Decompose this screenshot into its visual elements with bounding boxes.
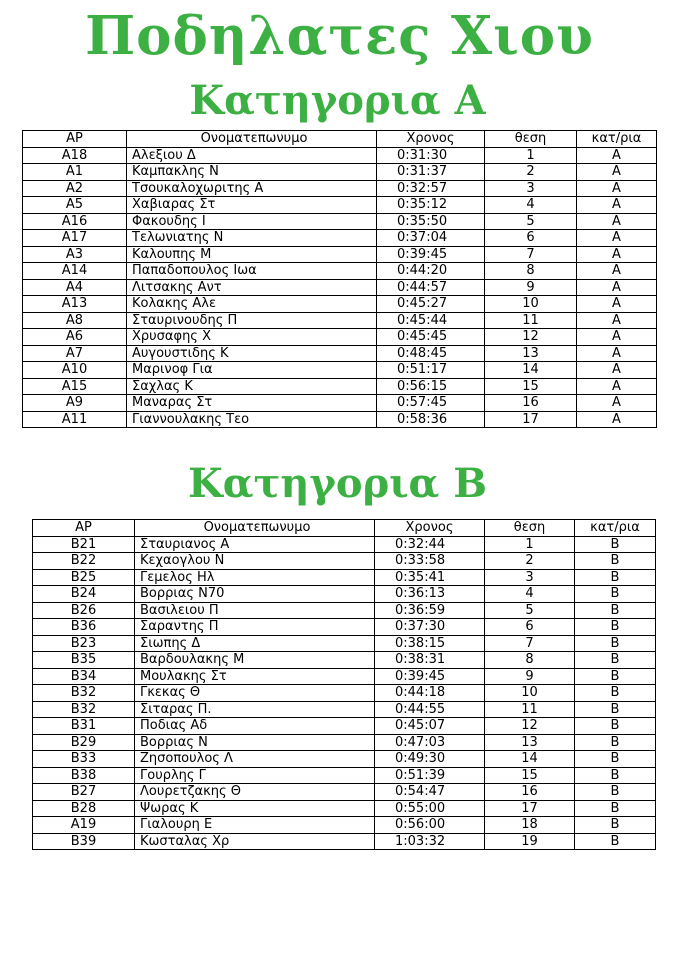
position-cell: 5: [485, 602, 575, 619]
position-cell: 13: [485, 734, 575, 751]
time-cell: 0:38:31: [375, 652, 485, 669]
bib-number-cell: Α2: [23, 180, 127, 197]
position-cell: 19: [485, 833, 575, 850]
position-cell: 16: [485, 395, 577, 412]
category-cell: Α: [577, 362, 657, 379]
time-cell: 0:45:45: [377, 329, 485, 346]
category-cell: Α: [577, 147, 657, 164]
table-row: [23, 147, 657, 164]
position-cell: 9: [485, 668, 575, 685]
position-cell: 1: [485, 147, 577, 164]
table-row: [23, 362, 657, 379]
table-row: [23, 213, 657, 230]
category-cell: Α: [577, 312, 657, 329]
position-cell: 4: [485, 586, 575, 603]
position-cell: 16: [485, 784, 575, 801]
position-cell: 10: [485, 685, 575, 702]
category-cell: Α: [577, 230, 657, 247]
rider-name-cell: Αλεξιου Δ: [127, 147, 377, 164]
category-cell: Β: [575, 685, 656, 702]
rider-name-cell: Γκεκας Θ: [135, 685, 375, 702]
time-cell: 0:45:27: [377, 296, 485, 313]
bib-number-cell: Α3: [23, 246, 127, 263]
time-cell: 0:56:00: [375, 817, 485, 834]
position-cell: 1: [485, 536, 575, 553]
bib-number-cell: Β24: [33, 586, 135, 603]
results-table-category-a: [22, 130, 657, 428]
bib-number-cell: Α16: [23, 213, 127, 230]
bib-number-cell: Β36: [33, 619, 135, 636]
position-cell: 4: [485, 197, 577, 214]
rider-name-cell: Σαχλας Κ: [127, 378, 377, 395]
rider-name-cell: Κεχαογλου Ν: [135, 553, 375, 570]
position-cell: 17: [485, 800, 575, 817]
table-row: [33, 536, 656, 553]
bib-number-cell: Β32: [33, 701, 135, 718]
bib-number-cell: Α6: [23, 329, 127, 346]
bib-number-cell: Β27: [33, 784, 135, 801]
rider-name-cell: Μουλακης Στ: [135, 668, 375, 685]
time-cell: 0:45:07: [375, 718, 485, 735]
rider-name-cell: Γουρλης Γ: [135, 767, 375, 784]
time-cell: 0:35:41: [375, 569, 485, 586]
table-row: [33, 602, 656, 619]
rider-name-cell: Χαβιαρας Στ: [127, 197, 377, 214]
category-cell: Α: [577, 180, 657, 197]
category-cell: Α: [577, 197, 657, 214]
position-cell: 7: [485, 246, 577, 263]
position-cell: 9: [485, 279, 577, 296]
column-header-category: κατ/ρια: [577, 131, 657, 148]
table-row: [23, 378, 657, 395]
table-row: [23, 279, 657, 296]
rider-name-cell: Σταυρινουδης Π: [127, 312, 377, 329]
position-cell: 7: [485, 635, 575, 652]
bib-number-cell: Β23: [33, 635, 135, 652]
table-row: [33, 685, 656, 702]
bib-number-cell: Α5: [23, 197, 127, 214]
category-cell: Β: [575, 751, 656, 768]
rider-name-cell: Ποδιας Αδ: [135, 718, 375, 735]
table-row: [23, 395, 657, 412]
table-row: [33, 767, 656, 784]
time-cell: 0:44:57: [377, 279, 485, 296]
table-row: [23, 296, 657, 313]
time-cell: 0:36:13: [375, 586, 485, 603]
table-row: [33, 833, 656, 850]
position-cell: 18: [485, 817, 575, 834]
bib-number-cell: Β26: [33, 602, 135, 619]
rider-name-cell: Σταυριανος Α: [135, 536, 375, 553]
position-cell: 6: [485, 619, 575, 636]
column-header-category: κατ/ρια: [575, 520, 656, 537]
bib-number-cell: Β38: [33, 767, 135, 784]
bib-number-cell: Α9: [23, 395, 127, 412]
time-cell: 0:58:36: [377, 411, 485, 428]
position-cell: 5: [485, 213, 577, 230]
rider-name-cell: Παπαδοπουλος Ιωα: [127, 263, 377, 280]
time-cell: 0:39:45: [377, 246, 485, 263]
time-cell: 0:45:44: [377, 312, 485, 329]
bib-number-cell: Α14: [23, 263, 127, 280]
bib-number-cell: Β31: [33, 718, 135, 735]
rider-name-cell: Ψωρας Κ: [135, 800, 375, 817]
table-body: [33, 536, 656, 850]
time-cell: 1:03:32: [375, 833, 485, 850]
category-cell: Β: [575, 767, 656, 784]
category-cell: Β: [575, 734, 656, 751]
position-cell: 15: [485, 378, 577, 395]
table-row: [33, 668, 656, 685]
bib-number-cell: Α10: [23, 362, 127, 379]
category-cell: Α: [577, 213, 657, 230]
time-cell: 0:32:44: [375, 536, 485, 553]
table-row: [33, 652, 656, 669]
column-header-position: θεση: [485, 520, 575, 537]
rider-name-cell: Τελωνιατης Ν: [127, 230, 377, 247]
bib-number-cell: Α15: [23, 378, 127, 395]
position-cell: 17: [485, 411, 577, 428]
table-row: [33, 553, 656, 570]
table-row: [33, 718, 656, 735]
rider-name-cell: Βαρδουλακης Μ: [135, 652, 375, 669]
time-cell: 0:32:57: [377, 180, 485, 197]
rider-name-cell: Μαρινοφ Για: [127, 362, 377, 379]
time-cell: 0:35:50: [377, 213, 485, 230]
category-cell: Β: [575, 701, 656, 718]
category-cell: Β: [575, 652, 656, 669]
bib-number-cell: Α4: [23, 279, 127, 296]
time-cell: 0:38:15: [375, 635, 485, 652]
category-cell: Α: [577, 246, 657, 263]
results-table-category-b: [32, 519, 656, 850]
bib-number-cell: Β29: [33, 734, 135, 751]
category-cell: Β: [575, 536, 656, 553]
table-row: [33, 635, 656, 652]
table-row: [23, 230, 657, 247]
time-cell: 0:51:17: [377, 362, 485, 379]
category-cell: Β: [575, 800, 656, 817]
rider-name-cell: Σιωπης Δ: [135, 635, 375, 652]
position-cell: 6: [485, 230, 577, 247]
position-cell: 13: [485, 345, 577, 362]
category-cell: Α: [577, 263, 657, 280]
rider-name-cell: Βορριας Ν: [135, 734, 375, 751]
position-cell: 10: [485, 296, 577, 313]
time-cell: 0:37:30: [375, 619, 485, 636]
time-cell: 0:57:45: [377, 395, 485, 412]
table-row: [23, 180, 657, 197]
category-cell: Α: [577, 345, 657, 362]
position-cell: 12: [485, 329, 577, 346]
table-row: [23, 312, 657, 329]
time-cell: 0:56:15: [377, 378, 485, 395]
table-row: [33, 800, 656, 817]
category-cell: Β: [575, 817, 656, 834]
position-cell: 2: [485, 553, 575, 570]
table-row: [33, 569, 656, 586]
category-cell: Β: [575, 668, 656, 685]
time-cell: 0:44:55: [375, 701, 485, 718]
table-header-row: [33, 520, 656, 537]
position-cell: 3: [485, 569, 575, 586]
category-cell: Β: [575, 553, 656, 570]
bib-number-cell: Β28: [33, 800, 135, 817]
time-cell: 0:44:18: [375, 685, 485, 702]
bib-number-cell: Α7: [23, 345, 127, 362]
table-row: [33, 751, 656, 768]
position-cell: 14: [485, 362, 577, 379]
column-header-ap: ΑΡ: [33, 520, 135, 537]
time-cell: 0:33:58: [375, 553, 485, 570]
bib-number-cell: Β34: [33, 668, 135, 685]
time-cell: 0:47:03: [375, 734, 485, 751]
time-cell: 0:48:45: [377, 345, 485, 362]
category-b-title: Κατηγορια Β: [187, 460, 488, 507]
rider-name-cell: Γιαννουλακης Τεο: [127, 411, 377, 428]
bib-number-cell: Β33: [33, 751, 135, 768]
bib-number-cell: Β32: [33, 685, 135, 702]
position-cell: 11: [485, 312, 577, 329]
table-row: [33, 817, 656, 834]
position-cell: 14: [485, 751, 575, 768]
table-row: [33, 586, 656, 603]
bib-number-cell: Β21: [33, 536, 135, 553]
position-cell: 3: [485, 180, 577, 197]
table-row: [23, 263, 657, 280]
table-row: [23, 345, 657, 362]
time-cell: 0:51:39: [375, 767, 485, 784]
rider-name-cell: Λιτσακης Αντ: [127, 279, 377, 296]
column-header-name: Ονοματεπωνυμο: [127, 131, 377, 148]
time-cell: 0:55:00: [375, 800, 485, 817]
category-cell: Β: [575, 586, 656, 603]
table-row: [23, 197, 657, 214]
time-cell: 0:44:20: [377, 263, 485, 280]
bib-number-cell: Β25: [33, 569, 135, 586]
rider-name-cell: Καμπακλης Ν: [127, 164, 377, 181]
table-row: [23, 246, 657, 263]
table-row: [33, 619, 656, 636]
rider-name-cell: Καλουπης Μ: [127, 246, 377, 263]
category-cell: Α: [577, 279, 657, 296]
table-row: [23, 411, 657, 428]
rider-name-cell: Γιαλουρη Ε: [135, 817, 375, 834]
rider-name-cell: Φακουδης Ι: [127, 213, 377, 230]
rider-name-cell: Λουρετζακης Θ: [135, 784, 375, 801]
bib-number-cell: Β35: [33, 652, 135, 669]
column-header-time: Χρονος: [377, 131, 485, 148]
bib-number-cell: Α11: [23, 411, 127, 428]
position-cell: 15: [485, 767, 575, 784]
category-cell: Β: [575, 833, 656, 850]
bib-number-cell: Β22: [33, 553, 135, 570]
rider-name-cell: Αυγουστιδης Κ: [127, 345, 377, 362]
time-cell: 0:54:47: [375, 784, 485, 801]
rider-name-cell: Κολακης Αλε: [127, 296, 377, 313]
table-body: [23, 147, 657, 428]
time-cell: 0:31:37: [377, 164, 485, 181]
category-cell: Β: [575, 602, 656, 619]
category-cell: Α: [577, 164, 657, 181]
rider-name-cell: Κωσταλας Χρ: [135, 833, 375, 850]
position-cell: 2: [485, 164, 577, 181]
position-cell: 12: [485, 718, 575, 735]
position-cell: 11: [485, 701, 575, 718]
rider-name-cell: Βασιλειου Π: [135, 602, 375, 619]
time-cell: 0:35:12: [377, 197, 485, 214]
category-cell: Α: [577, 395, 657, 412]
rider-name-cell: Μαναρας Στ: [127, 395, 377, 412]
category-a-title: Κατηγορια Α: [189, 77, 486, 124]
category-cell: Α: [577, 378, 657, 395]
table-header-row: [23, 131, 657, 148]
column-header-position: θεση: [485, 131, 577, 148]
rider-name-cell: Γεμελος Ηλ: [135, 569, 375, 586]
column-header-time: Χρονος: [375, 520, 485, 537]
rider-name-cell: Τσουκαλοχωριτης Α: [127, 180, 377, 197]
category-cell: Β: [575, 718, 656, 735]
bib-number-cell: Α13: [23, 296, 127, 313]
table-row: [33, 701, 656, 718]
time-cell: 0:37:04: [377, 230, 485, 247]
rider-name-cell: Χρυσαφης Χ: [127, 329, 377, 346]
time-cell: 0:31:30: [377, 147, 485, 164]
column-header-name: Ονοματεπωνυμο: [135, 520, 375, 537]
bib-number-cell: Α19: [33, 817, 135, 834]
category-cell: Β: [575, 635, 656, 652]
category-cell: Α: [577, 296, 657, 313]
category-cell: Β: [575, 569, 656, 586]
table-row: [33, 784, 656, 801]
position-cell: 8: [485, 263, 577, 280]
rider-name-cell: Βορριας Ν70: [135, 586, 375, 603]
rider-name-cell: Σαραντης Π: [135, 619, 375, 636]
table-row: [23, 329, 657, 346]
table-row: [23, 164, 657, 181]
bib-number-cell: Α17: [23, 230, 127, 247]
bib-number-cell: Α1: [23, 164, 127, 181]
page-title: Ποδηλατες Χιου: [85, 5, 594, 67]
time-cell: 0:49:30: [375, 751, 485, 768]
time-cell: 0:36:59: [375, 602, 485, 619]
table-row: [33, 734, 656, 751]
column-header-ap: ΑΡ: [23, 131, 127, 148]
rider-name-cell: Σιταρας Π.: [135, 701, 375, 718]
time-cell: 0:39:45: [375, 668, 485, 685]
category-cell: Β: [575, 619, 656, 636]
bib-number-cell: Α18: [23, 147, 127, 164]
position-cell: 8: [485, 652, 575, 669]
category-cell: Β: [575, 784, 656, 801]
category-cell: Α: [577, 411, 657, 428]
category-cell: Α: [577, 329, 657, 346]
bib-number-cell: Α8: [23, 312, 127, 329]
rider-name-cell: Ζησοπουλος Λ: [135, 751, 375, 768]
bib-number-cell: Β39: [33, 833, 135, 850]
